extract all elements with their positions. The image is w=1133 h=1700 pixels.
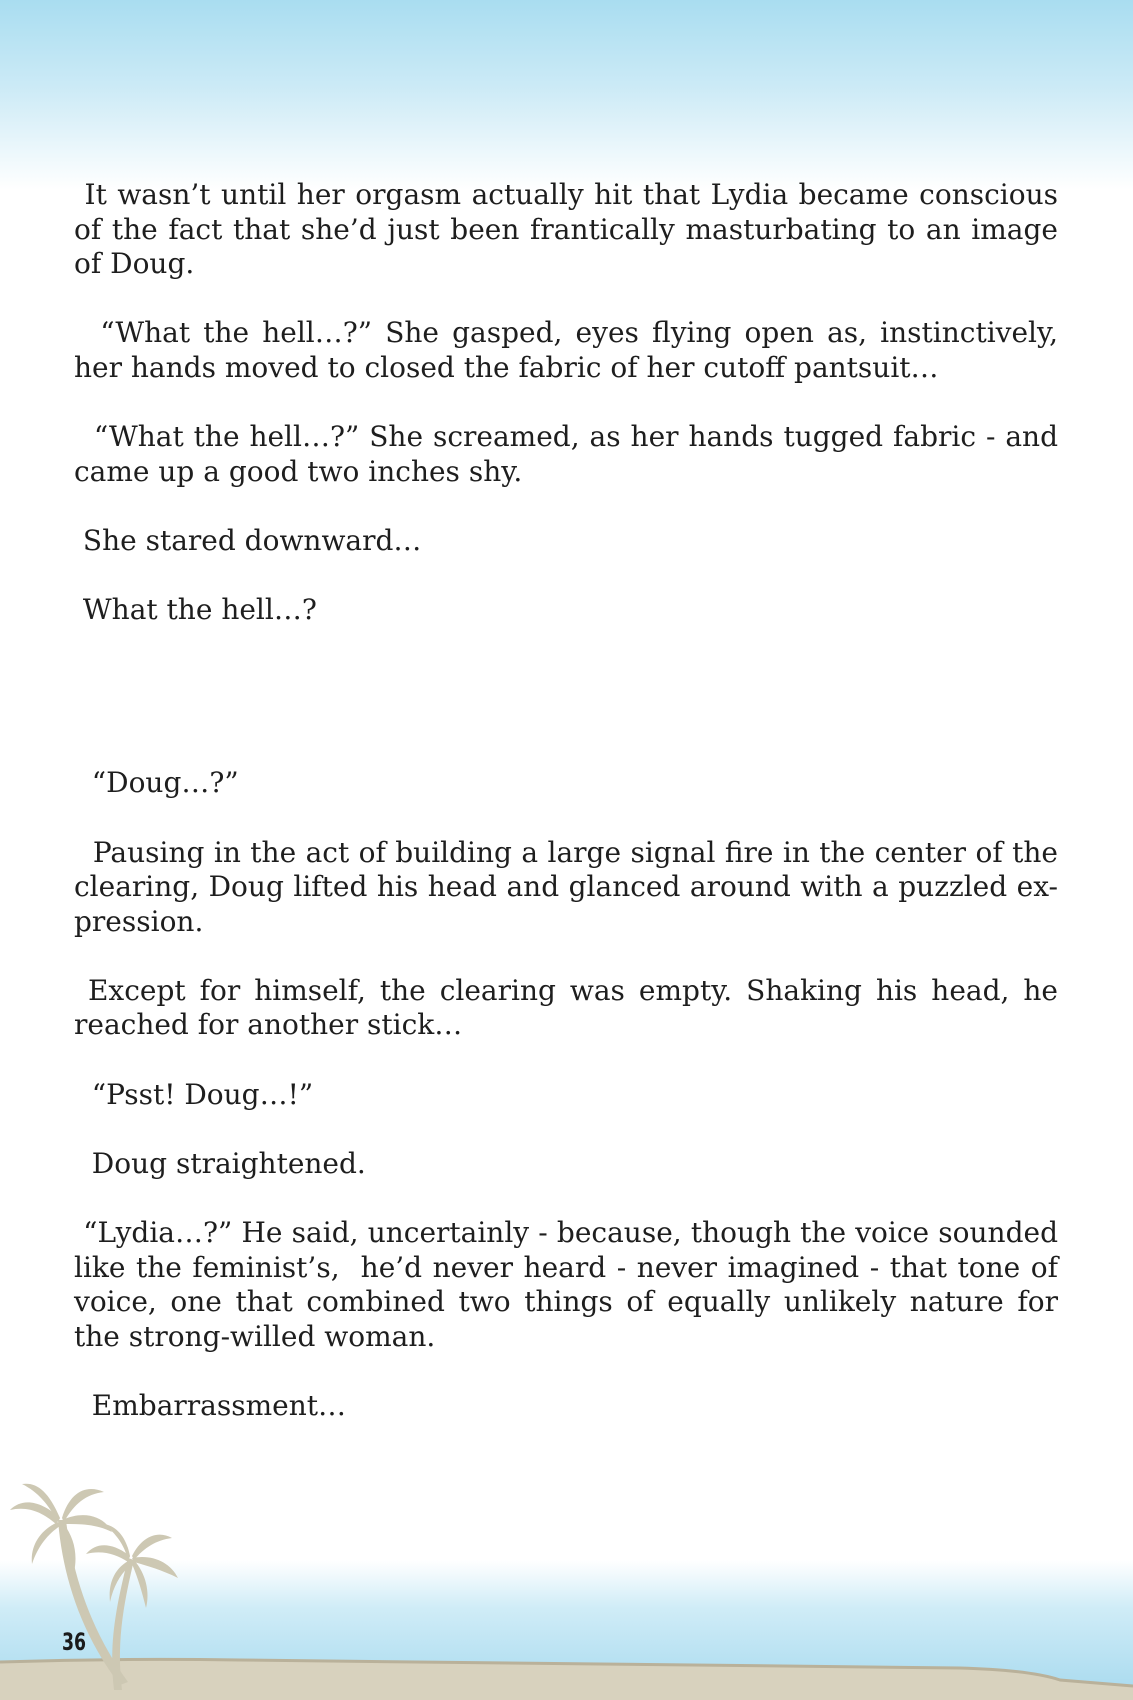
paragraph: “Doug…?” [74,766,239,800]
paragraph: “Lydia…?” He said, uncertainly - because, though the voice sounded like the feminist’s, he’d never heard - never imagined - that tone of voice, one that combined two things of equally unlikely nature for the strong-willed woman. [74,1216,1058,1353]
paragraph: Doug straightened. [74,1146,366,1180]
paragraph: Pausing in the act of building a large signal fire in the center of the clearing, Doug lifted his head and glanced around with a puzzled ex-pression. [74,835,1058,938]
story-text [74,178,1058,1458]
palm-trees-icon [0,1480,210,1700]
paragraph: “Psst! Doug…!” [74,1077,314,1111]
paragraph: Except for himself, the clearing was empty. Shaking his head, he reached for another stick… [74,973,1058,1042]
scene-break [74,662,1058,766]
paragraph: “What the hell…?” She screamed, as her hands tugged fabric - and came up a good two inches shy. [74,420,1058,488]
sky-gradient-header [0,0,1133,190]
paragraph: She stared downward… [74,523,422,557]
paragraph: What the hell…? [74,593,317,627]
page-number: 36 [62,1628,87,1656]
paragraph: It wasn’t until her orgasm actually hit that Lydia became conscious of the fact that she’d just been frantically masturbating to an image of Doug. [74,178,1058,281]
paragraph: “What the hell…?” She gasped, eyes flying open as, instinctively, her hands moved to closed the fabric of her cutoff pantsuit… [74,316,1058,384]
paragraph: Embarrassment… [74,1389,347,1422]
